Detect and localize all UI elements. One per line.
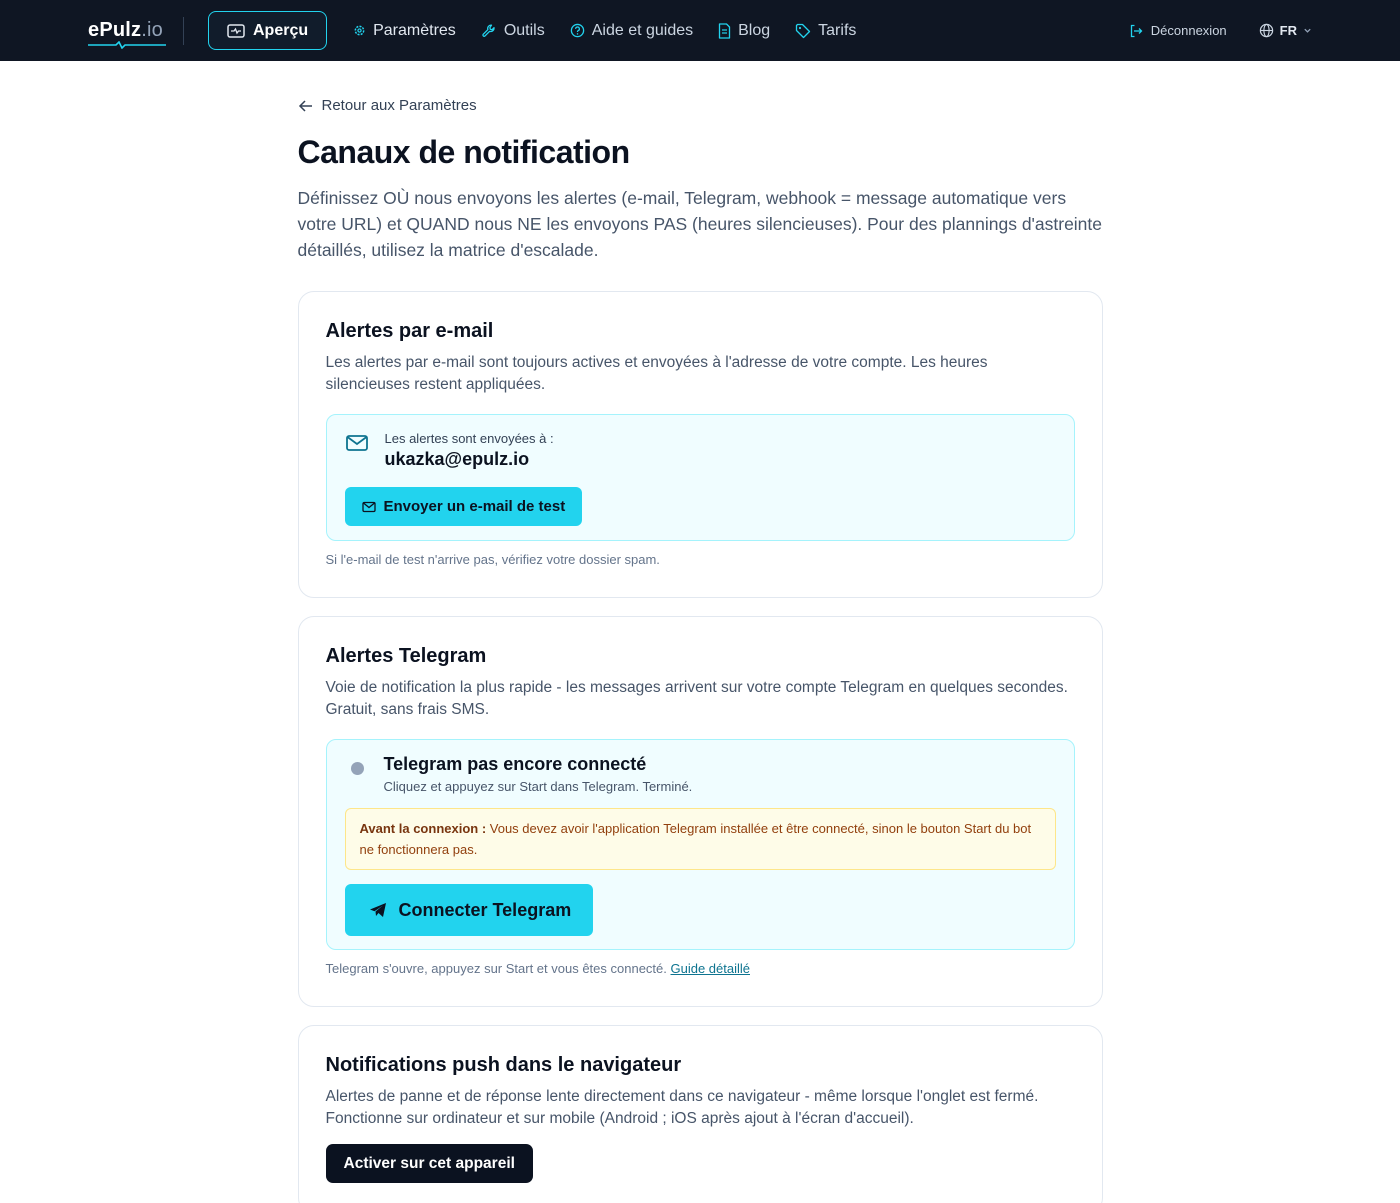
- main-content: [298, 61, 1103, 1203]
- logout-link[interactable]: [1129, 23, 1227, 38]
- telegram-hint-text: Telegram s'ouvre, appuyez sur Start et vous êtes connecté.: [325, 961, 671, 976]
- logo[interactable]: [88, 19, 163, 42]
- mail-icon: [362, 501, 376, 513]
- logo-suffix: .io: [141, 19, 163, 41]
- email-panel: [326, 414, 1075, 541]
- push-notifications-card: [298, 1025, 1103, 1203]
- page-description: Définissez OÙ nous envoyons les alertes (e-mail, Telegram, webhook = message automatique vers votre URL) et QUAND nous NE les envoyons PAS (heures silencieuses). Pour des plannings d'astreinte détaillés, utilisez la matrice d'escalade.: [297, 188, 1103, 260]
- send-test-email-button[interactable]: [345, 487, 583, 526]
- connect-telegram-button[interactable]: [345, 884, 594, 936]
- language-label: FR: [1279, 23, 1297, 38]
- nav-item-label: Outils: [503, 21, 545, 39]
- language-selector[interactable]: [1259, 23, 1312, 38]
- nav-item-blog[interactable]: [718, 22, 770, 40]
- email-address: ukazka@epulz.io: [384, 449, 530, 469]
- email-recipient-text: [385, 431, 554, 470]
- nav-right: [1129, 23, 1312, 38]
- logo-main: ePulz: [88, 19, 142, 41]
- back-link[interactable]: [298, 97, 1103, 114]
- status-dot: [351, 762, 364, 775]
- nav-item-tarifs[interactable]: [795, 22, 856, 40]
- nav-item-outils[interactable]: [481, 22, 545, 40]
- dashboard-icon: [227, 24, 245, 38]
- send-icon: [369, 902, 387, 918]
- warning-text: Vous devez avoir l'application Telegram installée et être connecté, sinon le bouton Start du bot ne fonctionnera pas.: [359, 821, 1032, 857]
- pulse-icon: [88, 41, 166, 49]
- tag-icon: [795, 23, 811, 39]
- globe-icon: [1259, 23, 1274, 38]
- connect-telegram-label: Connecter Telegram: [398, 899, 572, 920]
- help-circle-icon: [570, 23, 585, 38]
- email-alerts-card: [298, 291, 1103, 598]
- nav-item-label: Paramètres: [373, 21, 456, 39]
- telegram-status: [345, 754, 1056, 794]
- telegram-warning: [345, 808, 1056, 870]
- nav-item-label: Aide et guides: [591, 21, 694, 39]
- top-navigation: [0, 0, 1400, 61]
- warning-label: Avant la connexion :: [359, 821, 487, 836]
- nav-item-label: Blog: [738, 21, 771, 39]
- activate-push-button[interactable]: Activer sur cet appareil: [326, 1144, 533, 1183]
- telegram-hint: [326, 961, 1075, 976]
- send-test-email-label: Envoyer un e-mail de test: [383, 498, 566, 515]
- telegram-card-title: Alertes Telegram: [325, 645, 487, 667]
- push-card-title: Notifications push dans le navigateur: [325, 1054, 682, 1076]
- telegram-alerts-card: [298, 616, 1103, 1007]
- arrow-left-icon: [298, 99, 313, 113]
- nav-item-aide[interactable]: [570, 22, 693, 40]
- telegram-status-title: Telegram pas encore connecté: [383, 754, 647, 774]
- email-recipient: [345, 431, 1056, 470]
- sent-to-label: Les alertes sont envoyées à :: [384, 431, 554, 446]
- logout-label: Déconnexion: [1150, 23, 1227, 38]
- chevron-down-icon: [1303, 26, 1312, 35]
- telegram-status-text: [384, 754, 693, 794]
- page-title: Canaux de notification: [297, 134, 630, 170]
- detailed-guide-link[interactable]: Guide détaillé: [670, 961, 750, 976]
- nav-item-label: Tarifs: [818, 21, 857, 39]
- nav-item-label: Aperçu: [252, 21, 309, 39]
- logout-icon: [1129, 24, 1143, 38]
- mail-icon: [345, 433, 369, 453]
- telegram-status-subtitle: Cliquez et appuyez sur Start dans Telegram. Terminé.: [383, 779, 693, 794]
- nav-divider: [183, 17, 184, 45]
- nav-item-apercu[interactable]: [208, 11, 327, 50]
- email-hint: Si l'e-mail de test n'arrive pas, vérifiez votre dossier spam.: [325, 552, 660, 567]
- wrench-icon: [481, 23, 497, 39]
- push-card-description: Alertes de panne et de réponse lente directement dans ce navigateur - même lorsque l'onglet est fermé. Fonctionne sur ordinateur et sur mobile (Android ; iOS après ajout à l'écran d'accueil).: [325, 1088, 1039, 1127]
- telegram-panel: [326, 739, 1075, 950]
- back-link-label: Retour aux Paramètres: [321, 97, 477, 114]
- telegram-card-description: Voie de notification la plus rapide - les messages arrivent sur votre compte Telegram en quelques secondes. Gratuit, sans frais SMS.: [325, 679, 1068, 718]
- email-card-title: Alertes par e-mail: [325, 320, 494, 342]
- gear-icon: [353, 24, 366, 37]
- document-icon: [718, 23, 731, 39]
- email-card-description: Les alertes par e-mail sont toujours actives et envoyées à l'adresse de votre compte. Les heures silencieuses restent appliquées.: [325, 354, 988, 393]
- nav-item-parametres[interactable]: [353, 22, 456, 40]
